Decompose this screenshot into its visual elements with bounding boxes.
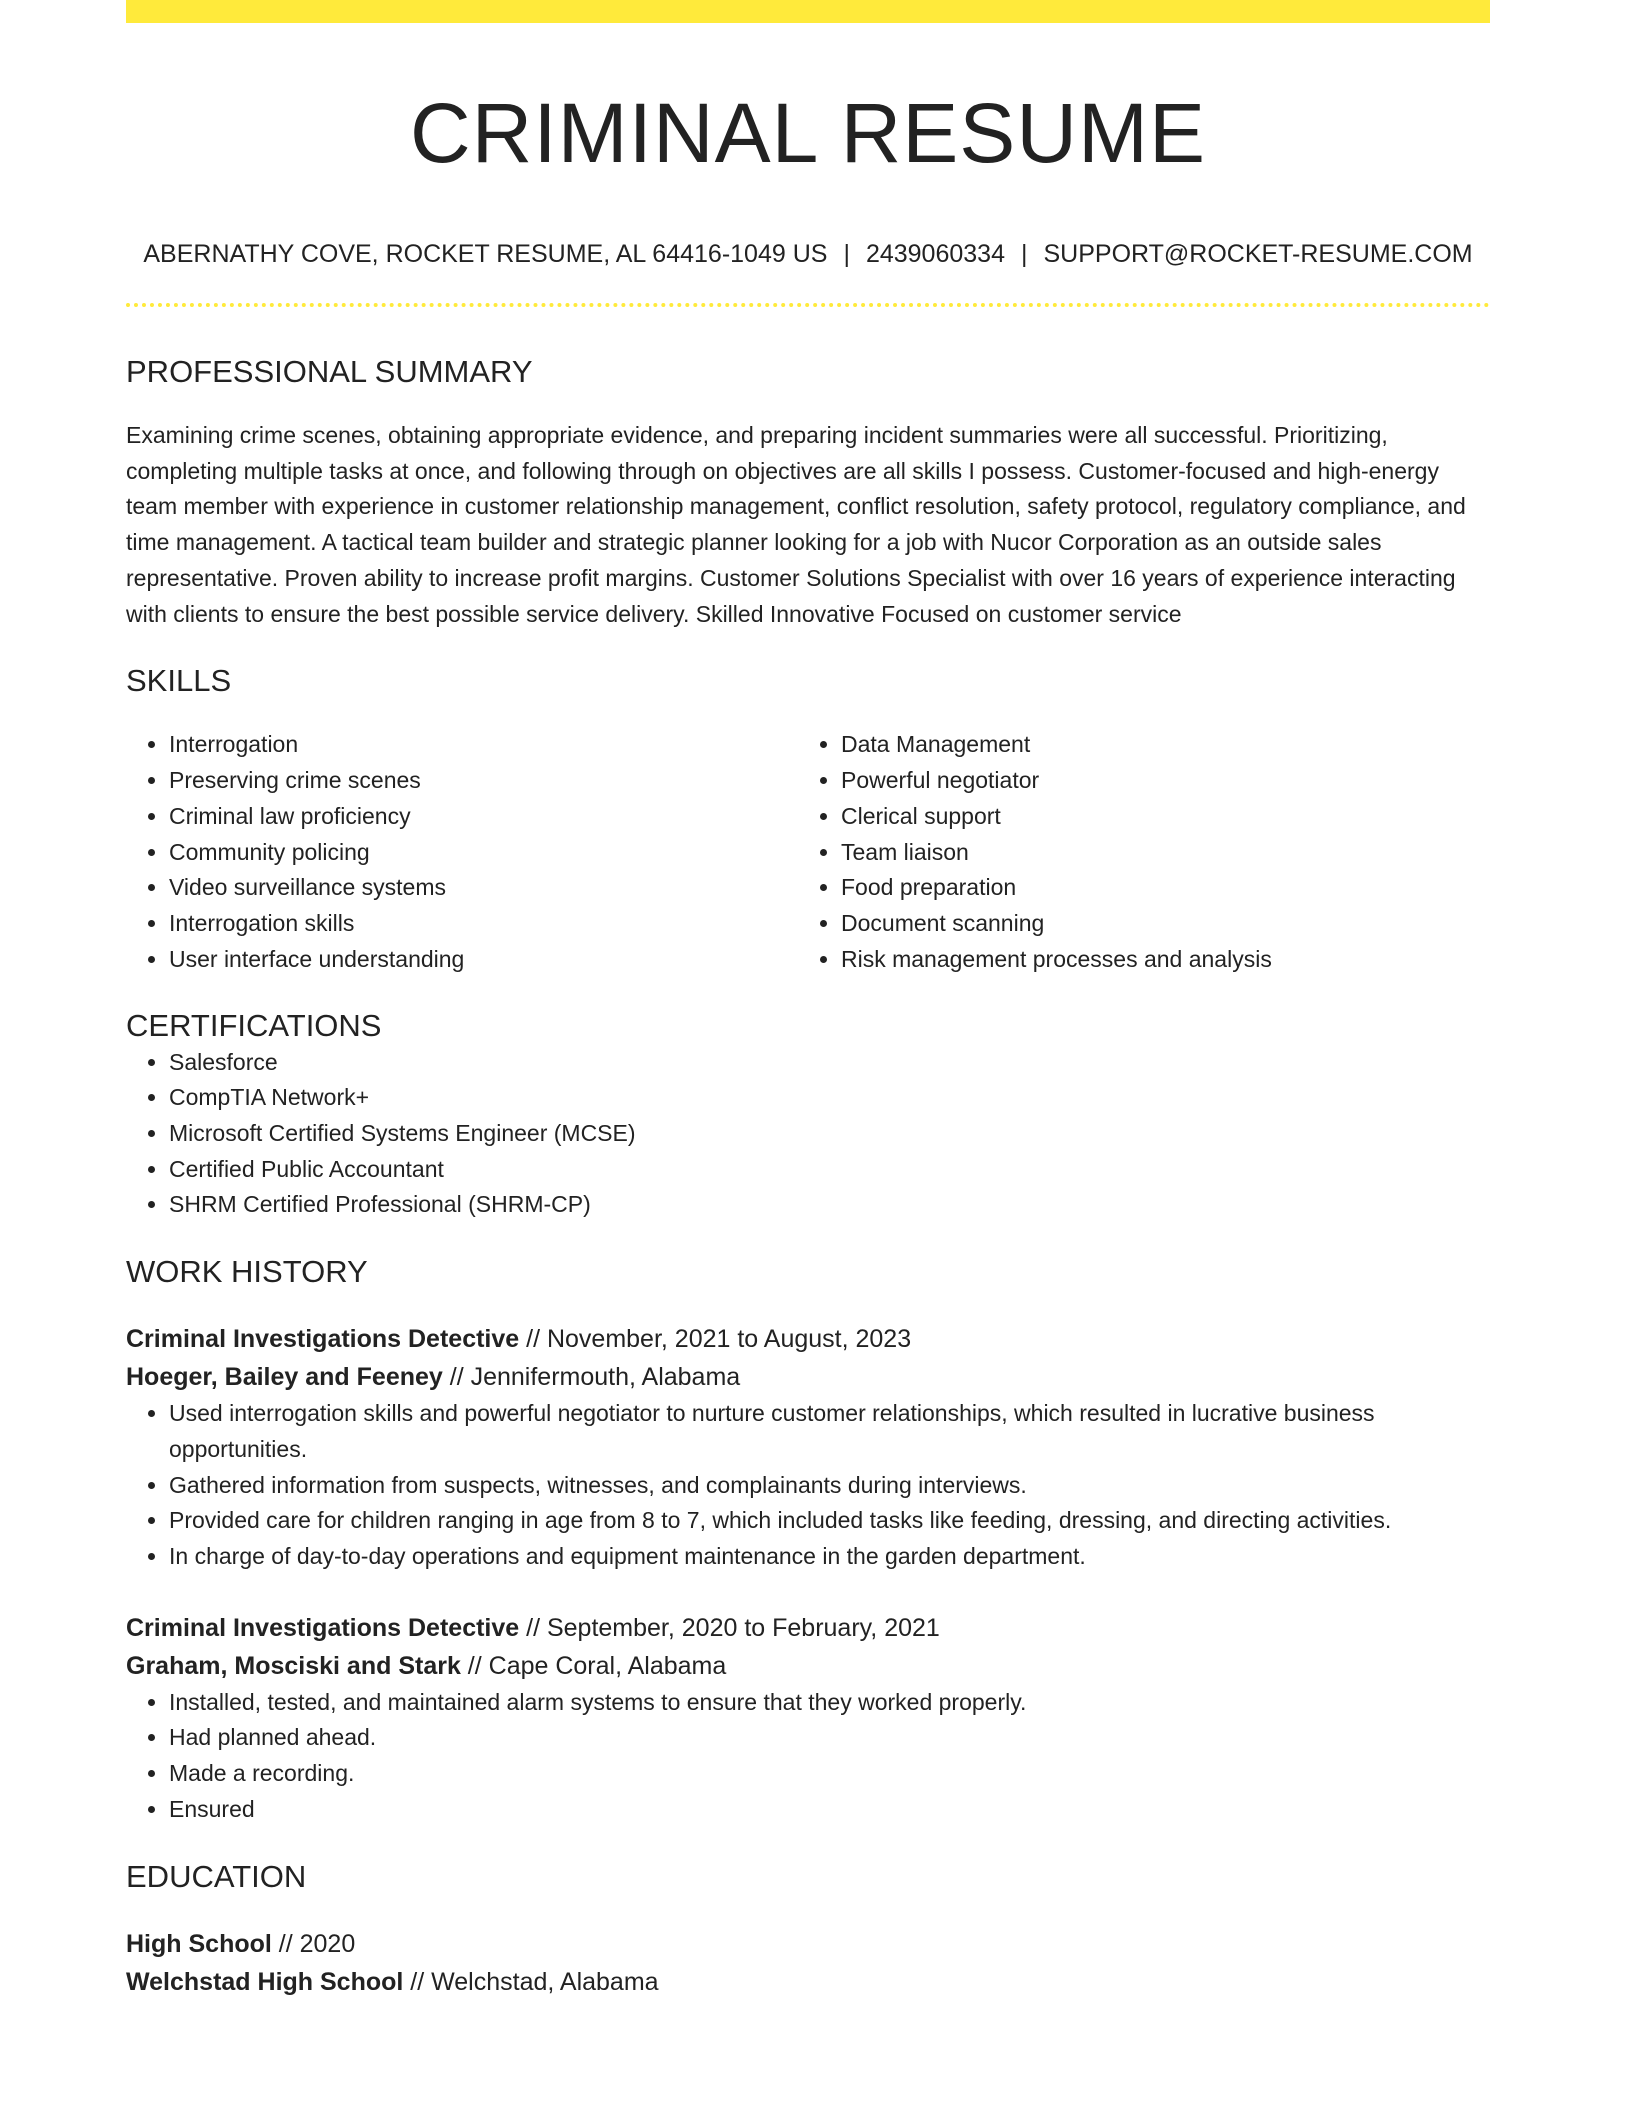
skill-item: • Interrogation skills — [169, 906, 798, 942]
job-title: Criminal Investigations Detective — [126, 1613, 520, 1642]
education-degree: High School — [126, 1929, 272, 1958]
job-bullet: • Installed, tested, and maintained alarm systems to ensure that they worked properly. — [169, 1685, 1490, 1721]
job-bullet: • Made a recording. — [169, 1756, 1490, 1792]
education-year: // 2020 — [271, 1929, 356, 1958]
job-bullet: • Used interrogation skills and powerful negotiator to nurture customer relationships, which resulted in lucrative business opportunities. — [169, 1396, 1490, 1467]
dotted-divider — [126, 303, 1490, 307]
certifications-list — [126, 1045, 1490, 1224]
job-title-line — [126, 1320, 1490, 1358]
job-bullet: • Had planned ahead. — [169, 1720, 1490, 1756]
job-location: // Jennifermouth, Alabama — [442, 1363, 741, 1392]
job-bullet: • Ensured — [169, 1792, 1490, 1828]
contact-separator: | — [1020, 239, 1028, 268]
skill-item: • Criminal law proficiency — [169, 799, 798, 835]
contact-phone: 2439060334 — [865, 239, 1005, 268]
education-section — [126, 1858, 1490, 2001]
job-company-line — [126, 1647, 1490, 1685]
skill-item: • Risk management processes and analysis — [841, 942, 1470, 978]
skill-item: • Team liaison — [841, 835, 1470, 871]
top-accent-bar — [126, 0, 1490, 23]
skills-list-left — [126, 727, 798, 977]
job-company: Graham, Mosciski and Stark — [126, 1651, 461, 1680]
education-heading: EDUCATION — [126, 1858, 307, 1894]
contact-email: SUPPORT@ROCKET-RESUME.COM — [1043, 239, 1473, 268]
job-bullet: • Gathered information from suspects, witnesses, and complainants during interviews. — [169, 1468, 1490, 1504]
certification-item: • Certified Public Accountant — [169, 1152, 1490, 1188]
resume-title: CRIMINAL RESUME — [410, 86, 1206, 180]
education-school-line — [126, 1963, 1490, 2001]
skill-item: • Food preparation — [841, 870, 1470, 906]
resume-page — [126, 0, 1490, 2001]
job-title-line — [126, 1609, 1490, 1647]
job-location: // Cape Coral, Alabama — [460, 1651, 727, 1680]
certification-item: • Microsoft Certified Systems Engineer (MCSE) — [169, 1116, 1490, 1152]
job-bullet: • Provided care for children ranging in age from 8 to 7, which included tasks like feeding, dressing, and directing activities. — [169, 1503, 1490, 1539]
education-entry — [126, 1925, 1490, 2001]
certification-item: • Salesforce — [169, 1045, 1490, 1081]
job-company: Hoeger, Bailey and Feeney — [126, 1363, 443, 1392]
job-dates: // September, 2020 to February, 2021 — [519, 1613, 940, 1642]
job-dates: // November, 2021 to August, 2023 — [519, 1325, 912, 1354]
skill-item: • Clerical support — [841, 799, 1470, 835]
skill-item: • Document scanning — [841, 906, 1470, 942]
job-bullets — [126, 1685, 1490, 1828]
contact-line — [126, 240, 1490, 269]
skill-item: • Video surveillance systems — [169, 870, 798, 906]
summary-section — [126, 353, 1490, 632]
skills-columns — [126, 727, 1490, 977]
work-history-heading: WORK HISTORY — [126, 1254, 368, 1290]
certification-item: • SHRM Certified Professional (SHRM-CP) — [169, 1187, 1490, 1223]
summary-heading: PROFESSIONAL SUMMARY — [126, 353, 533, 389]
work-history-section — [126, 1253, 1490, 1828]
contact-address: ABERNATHY COVE, ROCKET RESUME, AL 64416-1049 US — [143, 239, 828, 268]
skill-item: • User interface understanding — [169, 942, 798, 978]
certifications-section — [126, 1007, 1490, 1223]
certifications-heading: CERTIFICATIONS — [126, 1008, 382, 1044]
skill-item: • Data Management — [841, 727, 1470, 763]
certification-item: • CompTIA Network+ — [169, 1080, 1490, 1116]
skills-heading: SKILLS — [126, 663, 232, 699]
education-degree-line — [126, 1925, 1490, 1963]
job-entry — [126, 1609, 1490, 1828]
job-company-line — [126, 1358, 1490, 1396]
skill-item: • Community policing — [169, 835, 798, 871]
education-school: Welchstad High School — [126, 1967, 404, 1996]
skill-item: • Preserving crime scenes — [169, 763, 798, 799]
job-title: Criminal Investigations Detective — [126, 1325, 520, 1354]
summary-text: Examining crime scenes, obtaining appropriate evidence, and preparing incident summaries were all successful. Prioritizing, completing multiple tasks at once, and following through on objectives are all skills I possess. Customer-focused and high-energy team member with experience in customer relationship management, conflict resolution, safety protocol, regulatory compliance, and time management. A tactical team builder and strategic planner looking for a job with Nucor Corporation as an outside sales representative. Proven ability to increase profit margins. Customer Solutions Specialist with over 16 years of experience interacting with clients to ensure the best possible service delivery. Skilled Innovative Focused on customer service — [126, 421, 1466, 627]
job-bullets — [126, 1396, 1490, 1575]
contact-separator: | — [843, 239, 850, 268]
education-location: // Welchstad, Alabama — [403, 1967, 659, 1996]
skills-section — [126, 662, 1490, 977]
skill-item: • Interrogation — [169, 727, 798, 763]
job-entry — [126, 1320, 1490, 1575]
skills-list-right — [798, 727, 1470, 977]
skill-item: • Powerful negotiator — [841, 763, 1470, 799]
job-bullet: • In charge of day-to-day operations and equipment maintenance in the garden department. — [169, 1539, 1490, 1575]
